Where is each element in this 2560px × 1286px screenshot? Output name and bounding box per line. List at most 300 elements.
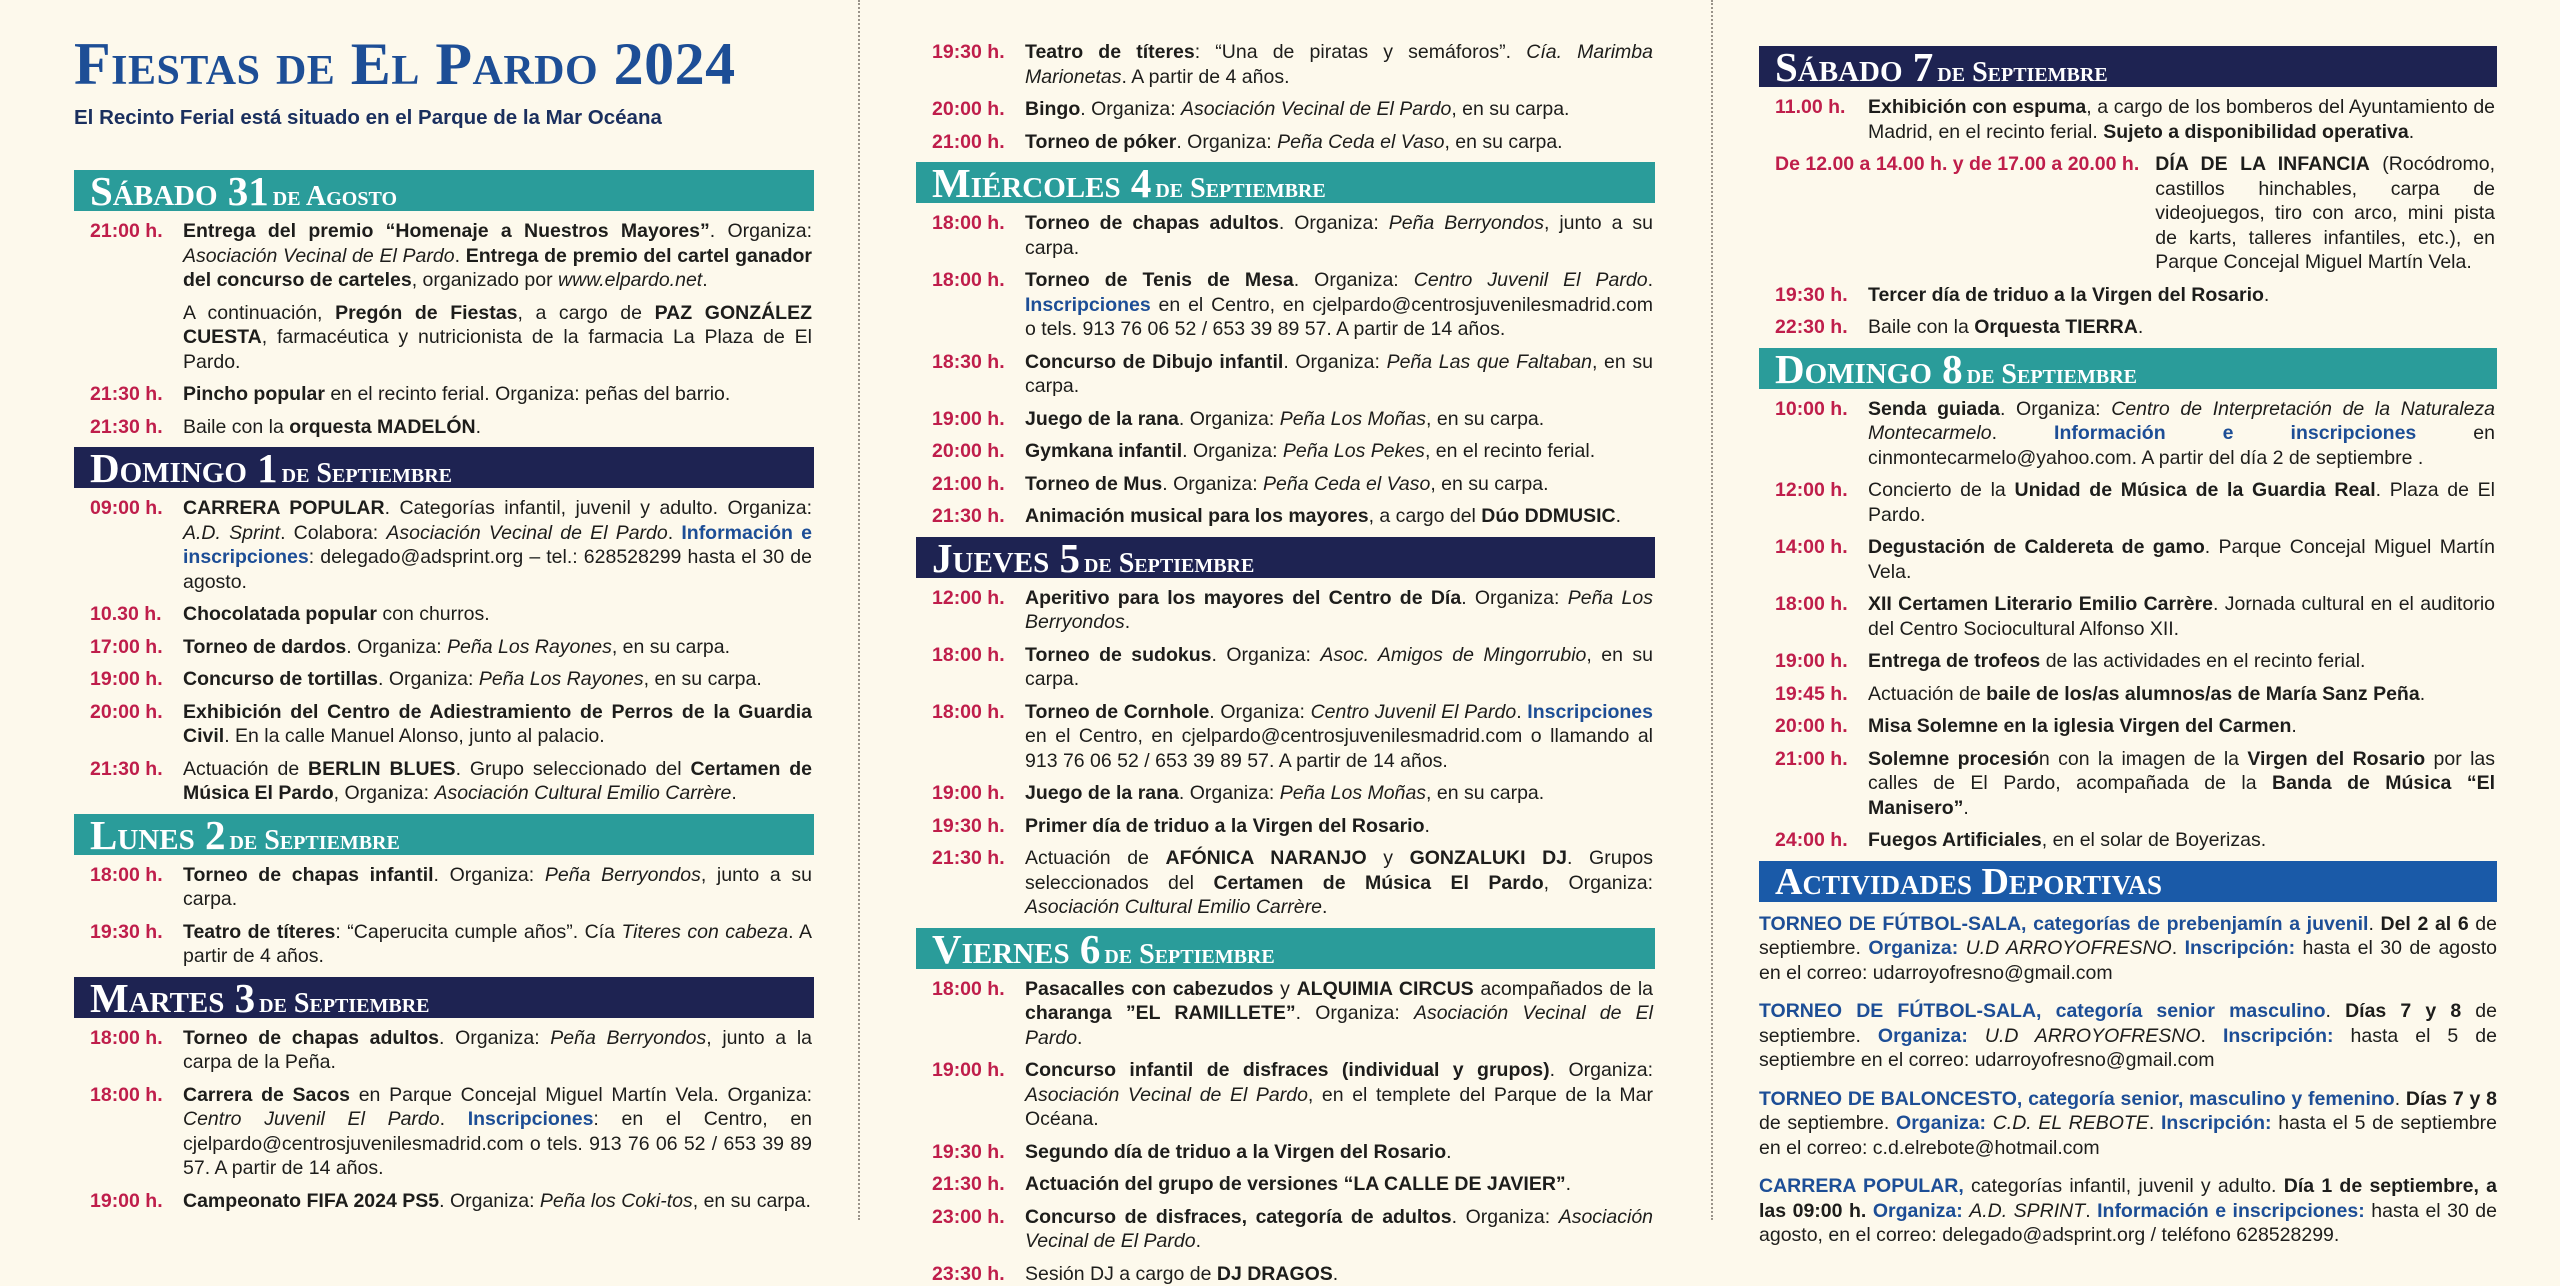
text-run: Certamen de Música El Pardo: [183, 758, 812, 805]
text-run: , en su carpa.: [1430, 473, 1548, 495]
text-run: .: [2409, 121, 2414, 143]
text-run: Inscripción:: [2185, 937, 2296, 959]
event-item: [916, 350, 1655, 399]
text-run: TORNEO DE FÚTBOL-SALA,: [1759, 1000, 2056, 1022]
text-run: Torneo de dardos: [183, 636, 346, 658]
text-run: . Grupos seleccionados del: [1025, 847, 1653, 894]
text-run: Torneo de póker: [1025, 131, 1176, 153]
text-run: . Organiza:: [439, 1190, 540, 1212]
event-item: [74, 700, 814, 749]
event-item: [916, 504, 1655, 529]
text-run: Sujeto a disponibilidad operativa: [2103, 121, 2409, 143]
event-time: 17:00 h.: [74, 635, 183, 660]
text-run: Peña Los Moñas: [1280, 782, 1426, 804]
text-run: Organiza:: [1873, 1200, 1969, 1222]
text-run: Inscripciones: [1025, 294, 1151, 316]
text-run: Del 2 al 6: [2381, 913, 2469, 935]
day-heading-month: de Septiembre: [1084, 548, 1254, 578]
text-run: DÍA DE LA INFANCIA: [2155, 153, 2370, 175]
text-run: en el recinto ferial. Organiza: peñas del barrio.: [325, 383, 730, 405]
text-run: hasta el 5 de septiembre en el correo: c.d.elrebote@hotmail.com: [1759, 1112, 2497, 1159]
text-run: Información e inscripciones:: [2097, 1200, 2365, 1222]
text-run: Organiza:: [1896, 1112, 1993, 1134]
text-run: . Organiza:: [1550, 1059, 1653, 1081]
event-time: 18:00 h.: [74, 1083, 183, 1181]
day-heading-name: Lunes 2: [90, 814, 225, 855]
event-item: [74, 415, 814, 440]
event-item: [74, 1189, 814, 1214]
text-run: . Organiza:: [1209, 701, 1310, 723]
event-description: [1868, 283, 2497, 308]
day-entries: [916, 34, 1655, 154]
day-entries: [74, 855, 814, 969]
text-run: en cinmontecarmelo@yahoo.com. A partir del día 2 de septiembre .: [1868, 422, 2495, 469]
text-run: . Categorías infantil, juvenil y adulto. Organiza:: [385, 497, 812, 519]
day-entries: [1759, 389, 2497, 853]
text-run: Entrega de trofeos: [1868, 650, 2040, 672]
text-run: . Organiza:: [1461, 587, 1568, 609]
text-run: .: [2264, 284, 2269, 306]
day-heading: [916, 162, 1655, 203]
event-description: [1025, 40, 1655, 89]
text-run: Fuegos Artificiales: [1868, 829, 2042, 851]
text-run: Torneo de Cornhole: [1025, 701, 1209, 723]
event-time: 09:00 h.: [74, 496, 183, 594]
day-entries: [916, 203, 1655, 529]
text-run: . Organiza:: [710, 220, 812, 242]
event-item: [74, 635, 814, 660]
event-item: [1759, 714, 2497, 739]
text-run: Torneo de chapas adultos: [183, 1027, 439, 1049]
text-run: ALQUIMIA CIRCUS: [1297, 978, 1474, 1000]
event-time: 19:45 h.: [1759, 682, 1868, 707]
text-run: y: [1367, 847, 1410, 869]
text-run: Pasacalles con cabezudos: [1025, 978, 1274, 1000]
event-description: [183, 1026, 814, 1075]
event-time: 12:00 h.: [1759, 478, 1868, 527]
event-item: [916, 1140, 1655, 1165]
event-time: 24:00 h.: [1759, 828, 1868, 853]
text-run: , en el recinto ferial.: [1425, 440, 1595, 462]
text-run: Asociación Cultural Emilio Carrère: [1025, 896, 1322, 918]
sports-section: [1759, 861, 2497, 1248]
event-description: [183, 920, 814, 969]
day-heading-name: Martes 3: [90, 977, 255, 1018]
event-time: 19:00 h.: [916, 407, 1025, 432]
page-title: Fiestas de El Pardo 2024: [74, 34, 814, 94]
event-item: [74, 602, 814, 627]
event-item: [1759, 682, 2497, 707]
fold-line-1: [858, 0, 860, 1220]
text-run: acompañados de la: [1474, 978, 1653, 1000]
event-time: 20:00 h.: [1759, 714, 1868, 739]
text-run: Juego de la rana: [1025, 408, 1179, 430]
event-item: [1759, 315, 2497, 340]
event-item: [916, 586, 1655, 635]
text-run: .: [2149, 1112, 2161, 1134]
text-run: www.elpardo.net: [558, 269, 702, 291]
text-run: GONZALUKI DJ: [1410, 847, 1567, 869]
column-1: [74, 0, 814, 1220]
text-run: .: [2420, 683, 2425, 705]
text-run: Peña Berryondos: [550, 1027, 706, 1049]
event-description: [1025, 268, 1655, 342]
text-run: Torneo de chapas adultos: [1025, 212, 1279, 234]
text-run: , en el templete del Parque de la Mar Océana.: [1025, 1084, 1653, 1131]
event-item: [1759, 152, 2497, 275]
day-entries: [74, 1018, 814, 1214]
text-run: A.D. SPRINT: [1969, 1200, 2085, 1222]
text-run: Juego de la rana: [1025, 782, 1179, 804]
text-run: Carrera de Sacos: [183, 1084, 350, 1106]
event-time: 21:30 h.: [916, 504, 1025, 529]
text-run: . Organiza:: [1179, 408, 1280, 430]
fold-line-2: [1711, 0, 1713, 1220]
day-heading-name: Sábado 7: [1775, 46, 1933, 87]
event-description: [1025, 977, 1655, 1051]
text-run: Actuación de: [1868, 683, 1986, 705]
text-run: Sesión DJ a cargo de: [1025, 1263, 1217, 1285]
text-run: Concurso de tortillas: [183, 668, 378, 690]
text-run: Exhibición con espuma: [1868, 96, 2086, 118]
text-run: .: [455, 245, 466, 267]
text-run: .: [1333, 1263, 1338, 1285]
event-description: [1868, 592, 2497, 641]
event-description: [183, 863, 814, 912]
text-run: Centro Juvenil El Pardo: [1311, 701, 1517, 723]
day-heading-name: Domingo 1: [90, 447, 278, 488]
event-time: 19:00 h.: [1759, 649, 1868, 674]
text-run: , en su carpa.: [693, 1190, 811, 1212]
event-description: [1025, 439, 1655, 464]
text-run: Concurso infantil de disfraces (individual y grupos): [1025, 1059, 1550, 1081]
day-section-viernes-6: [916, 928, 1655, 1286]
day-heading-name: Viernes 6: [932, 928, 1100, 969]
event-description: [1025, 504, 1655, 529]
event-description: [1025, 1205, 1655, 1254]
event-description: [1868, 315, 2497, 340]
text-run: , en su carpa.: [644, 668, 762, 690]
day-heading: [916, 537, 1655, 578]
day-section-domingo-1: [74, 447, 814, 806]
text-run: XII Certamen Literario Emilio Carrère: [1868, 593, 2213, 615]
text-run: . Organiza:: [1162, 473, 1263, 495]
text-run: Peña Los Pekes: [1283, 440, 1425, 462]
event-description: [1025, 586, 1655, 635]
event-time: 21:00 h.: [916, 130, 1025, 155]
text-run: .: [1566, 1173, 1571, 1195]
event-description: [183, 757, 814, 806]
text-run: Peña Los Berryondos: [1025, 587, 1653, 634]
text-run: . Organiza:: [1452, 1206, 1559, 1228]
day-section-miercoles-4: [916, 162, 1655, 529]
event-item: [916, 211, 1655, 260]
event-description: [1868, 682, 2497, 707]
sports-item: [1759, 1174, 2497, 1248]
text-run: en el Centro, en cjelpardo@centrosjuvenilesmadrid.com o tels. 913 76 06 52 / 653 39 89 57. A partir de 14 años.: [1025, 294, 1653, 341]
event-time: 23:30 h.: [916, 1262, 1025, 1286]
text-run: .: [668, 522, 682, 544]
sports-item: [1759, 912, 2497, 986]
day-heading: [1759, 348, 2497, 389]
text-run: , en su carpa.: [1444, 131, 1562, 153]
event-item: [916, 1205, 1655, 1254]
event-item: [74, 382, 814, 407]
day-heading: [74, 977, 814, 1018]
event-item: [916, 407, 1655, 432]
event-item: [916, 1172, 1655, 1197]
event-time: 21:00 h.: [74, 219, 183, 293]
day-entries: [74, 211, 814, 439]
text-run: . A partir de 4 años.: [183, 921, 812, 968]
text-run: Inscripción:: [2161, 1112, 2272, 1134]
text-run: Dúo DDMUSIC: [1481, 505, 1615, 527]
event-description: [183, 1083, 814, 1181]
text-run: .: [1196, 1230, 1201, 1252]
text-run: . Grupo seleccionado del: [456, 758, 691, 780]
text-run: Certamen de Música El Pardo: [1213, 872, 1543, 894]
text-run: Entrega del premio “Homenaje a Nuestros Mayores”: [183, 220, 710, 242]
text-run: PAZ GONZÁLEZ CUESTA: [183, 302, 812, 349]
text-run: Asociación Vecinal de El Pardo: [1181, 98, 1451, 120]
text-run: en el Centro, en cjelpardo@centrosjuvenilesmadrid.com o llamando al 913 76 06 52 / 653 39 89 57. A partir de 14 años.: [1025, 725, 1653, 772]
text-run: Torneo de Tenis de Mesa: [1025, 269, 1294, 291]
text-run: .: [2172, 937, 2185, 959]
text-run: Información e inscripciones: [183, 522, 812, 569]
text-run: Asociación Vecinal de El Pardo: [183, 245, 455, 267]
event-item: [1759, 592, 2497, 641]
event-description: [1025, 407, 1655, 432]
event-item: [74, 920, 814, 969]
sports-heading: [1759, 861, 2497, 902]
text-run: Peña Berryondos: [1389, 212, 1544, 234]
text-run: hasta el 30 de agosto, en el correo: delegado@adsprint.org / teléfono 628528299.: [1759, 1200, 2497, 1247]
text-run: Días 7 y 8: [2345, 1000, 2461, 1022]
text-run: , en su carpa.: [1025, 644, 1653, 691]
text-run: Solemne procesió: [1868, 748, 2039, 770]
event-item: [916, 268, 1655, 342]
event-item: [74, 496, 814, 594]
day-section-jueves-5: [916, 537, 1655, 920]
text-run: .: [731, 782, 736, 804]
event-item: [1759, 95, 2497, 144]
event-time: 19:30 h.: [916, 814, 1025, 839]
day-section-domingo-8: [1759, 348, 2497, 853]
event-time: 21:30 h.: [74, 415, 183, 440]
event-description: [1025, 350, 1655, 399]
event-time: 21:00 h.: [916, 472, 1025, 497]
text-run: .: [2395, 1088, 2406, 1110]
day-heading-month: de Agosto: [273, 181, 397, 211]
day-entries: [916, 578, 1655, 920]
event-item: [1759, 283, 2497, 308]
text-run: Centro Juvenil El Pardo: [1414, 269, 1648, 291]
text-run: . Organiza:: [346, 636, 447, 658]
event-time: 19:30 h.: [916, 40, 1025, 89]
column-2: [916, 0, 1655, 1254]
text-run: Torneo de Mus: [1025, 473, 1162, 495]
text-run: Torneo de chapas infantil: [183, 864, 434, 886]
text-run: , en su carpa.: [1025, 351, 1653, 398]
day-entries: [1759, 87, 2497, 340]
text-run: : “Caperucita cumple años”. Cía: [335, 921, 621, 943]
event-time: 12:00 h.: [916, 586, 1025, 635]
text-run: .: [702, 269, 707, 291]
text-run: Banda de Música “El Manisero”: [1868, 772, 2495, 819]
day-heading-name: Domingo 8: [1775, 348, 1963, 389]
day-heading-month: de Septiembre: [1155, 173, 1325, 203]
text-run: Virgen del Rosario: [2247, 748, 2425, 770]
event-time: 21:00 h.: [1759, 747, 1868, 821]
text-run: : en el Centro, en cjelpardo@centrosjuvenilesmadrid.com o tels. 913 76 06 52 / 653 39 89 57. A partir de 14 años.: [183, 1108, 812, 1179]
text-run: Organiza:: [1878, 1025, 1985, 1047]
text-run: .: [2368, 913, 2380, 935]
event-description: [1025, 1172, 1655, 1197]
text-run: . Organiza:: [1176, 131, 1277, 153]
event-time: 21:30 h.: [916, 1172, 1025, 1197]
event-time: 18:00 h.: [916, 700, 1025, 774]
text-run: Peña Ceda el Vaso: [1263, 473, 1430, 495]
text-run: . Organiza:: [1294, 269, 1414, 291]
text-run: .: [1125, 611, 1130, 633]
text-run: en Parque Concejal Miguel Martín Vela. Organiza:: [350, 1084, 812, 1106]
text-run: (Rocódromo, castillos hinchables, carpa de videojuegos, tiro con arco, mini pista de karts, talleres infantiles, etc.), en Parque Concejal Miguel Martín Vela.: [2155, 153, 2495, 273]
event-item: [916, 439, 1655, 464]
event-description: [1868, 828, 2497, 853]
text-run: Información e inscripciones: [2054, 422, 2416, 444]
text-run: Asociación Cultural Emilio Carrère: [434, 782, 731, 804]
event-description: [1868, 397, 2497, 471]
text-run: Concurso de Dibujo infantil: [1025, 351, 1283, 373]
text-run: Concierto de la: [1868, 479, 2014, 501]
text-run: por las calles de El Pardo, acompañada de la: [1868, 748, 2495, 795]
text-run: CARRERA POPULAR: [183, 497, 385, 519]
event-time: 19:00 h.: [74, 667, 183, 692]
event-description: [1025, 472, 1655, 497]
text-run: categorías de prebenjamín a juvenil: [2033, 913, 2368, 935]
text-run: Asoc. Amigos de Mingorrubio: [1320, 644, 1586, 666]
event-description: [183, 635, 814, 660]
sports-item: [1759, 1087, 2497, 1161]
event-time: 19:00 h.: [916, 1058, 1025, 1132]
text-run: , farmacéutica y nutricionista de la farmacia La Plaza de El Pardo.: [183, 326, 812, 373]
text-run: .: [1516, 701, 1527, 723]
event-time: 21:30 h.: [74, 757, 183, 806]
day-section-sabado-7: [1759, 46, 2497, 340]
text-run: Inscripciones: [1527, 701, 1653, 723]
event-time: 18:00 h.: [916, 211, 1025, 260]
text-run: .: [2326, 1000, 2346, 1022]
day-entries: [74, 488, 814, 806]
event-item: [916, 643, 1655, 692]
text-run: Asociación Vecinal de El Pardo: [386, 522, 667, 544]
day-heading: [74, 170, 814, 211]
event-time: 18:00 h.: [1759, 592, 1868, 641]
text-run: Peña Berryondos: [545, 864, 701, 886]
text-run: Actuación del grupo de versiones “LA CALLE DE JAVIER”: [1025, 1173, 1566, 1195]
event-time: 20:00 h.: [916, 97, 1025, 122]
sports-item: [1759, 999, 2497, 1073]
text-run: Exhibición del Centro de Adiestramiento de Perros de la Guardia Civil: [183, 701, 812, 748]
event-item: [1759, 649, 2497, 674]
text-run: A.D. Sprint: [183, 522, 280, 544]
text-run: Orquesta TIERRA: [1974, 316, 2138, 338]
event-time: 19:30 h.: [916, 1140, 1025, 1165]
text-run: Cía. Marimba Marionetas: [1025, 41, 1653, 88]
text-run: C.D. EL REBOTE: [1993, 1112, 2149, 1134]
text-run: Senda guiada: [1868, 398, 2000, 420]
text-run: . Organiza:: [1279, 212, 1389, 234]
text-run: Pincho popular: [183, 383, 325, 405]
text-run: Teatro de títeres: [1025, 41, 1195, 63]
text-run: Chocolatada popular: [183, 603, 377, 625]
event-time: 21:30 h.: [74, 382, 183, 407]
event-description: [1868, 747, 2497, 821]
event-time: 20:00 h.: [916, 439, 1025, 464]
event-description: [1025, 781, 1655, 806]
day-section-martes-3: [74, 977, 814, 1214]
text-run: Centro Juvenil El Pardo: [183, 1108, 440, 1130]
text-run: , en su carpa.: [1426, 408, 1544, 430]
day-heading: [74, 447, 814, 488]
text-run: .: [1616, 505, 1621, 527]
text-run: .: [2291, 715, 2296, 737]
text-run: . A partir de 4 años.: [1121, 66, 1289, 88]
text-run: hasta el 5 de septiembre en el correo: udarroyofresno@gmail.com: [1759, 1025, 2497, 1072]
event-time: 19:00 h.: [74, 1189, 183, 1214]
text-run: Baile con la: [1868, 316, 1974, 338]
event-item: [916, 846, 1655, 920]
text-run: .: [1425, 815, 1430, 837]
event-time: 18:00 h.: [74, 863, 183, 912]
text-run: .: [1446, 1141, 1451, 1163]
text-run: .: [2138, 316, 2143, 338]
text-run: , en el solar de Boyerizas.: [2042, 829, 2266, 851]
event-item: [916, 130, 1655, 155]
text-run: Entrega de premio del cartel ganador del concurso de carteles: [183, 245, 812, 292]
text-run: , junto a su carpa.: [1025, 212, 1653, 259]
page-subtitle: El Recinto Ferial está situado en el Parque de la Mar Océana: [74, 106, 814, 130]
event-item: [1759, 747, 2497, 821]
text-run: Baile con la: [183, 416, 289, 438]
text-run: Unidad de Música de la Guardia Real: [2014, 479, 2375, 501]
sports-list: [1759, 902, 2497, 1248]
day-heading: [916, 928, 1655, 969]
event-time: 21:30 h.: [916, 846, 1025, 920]
sports-heading-text: Actividades Deportivas: [1775, 861, 2162, 902]
day-entries: [916, 969, 1655, 1286]
event-description: [1025, 1140, 1655, 1165]
text-run: Animación musical para los mayores: [1025, 505, 1369, 527]
text-run: Asociación Vecinal de El Pardo: [1025, 1002, 1653, 1049]
text-run: de septiembre.: [1759, 1112, 1896, 1134]
text-run: Bingo: [1025, 98, 1080, 120]
text-run: Degustación de Caldereta de gamo: [1868, 536, 2205, 558]
day-section-lunes-2: [74, 814, 814, 969]
day-heading-name: Sábado 31: [90, 170, 269, 211]
event-description: [1025, 643, 1655, 692]
event-item: [916, 1262, 1655, 1286]
event-time: 19:30 h.: [74, 920, 183, 969]
text-run: . Organiza:: [439, 1027, 550, 1049]
event-description: [183, 382, 814, 407]
day-heading-month: de Septiembre: [282, 458, 452, 488]
event-item: [1759, 397, 2497, 471]
event-time: 10.30 h.: [74, 602, 183, 627]
text-run: . Organiza:: [1080, 98, 1181, 120]
event-description: [183, 415, 814, 440]
event-time: 20:00 h.: [74, 700, 183, 749]
